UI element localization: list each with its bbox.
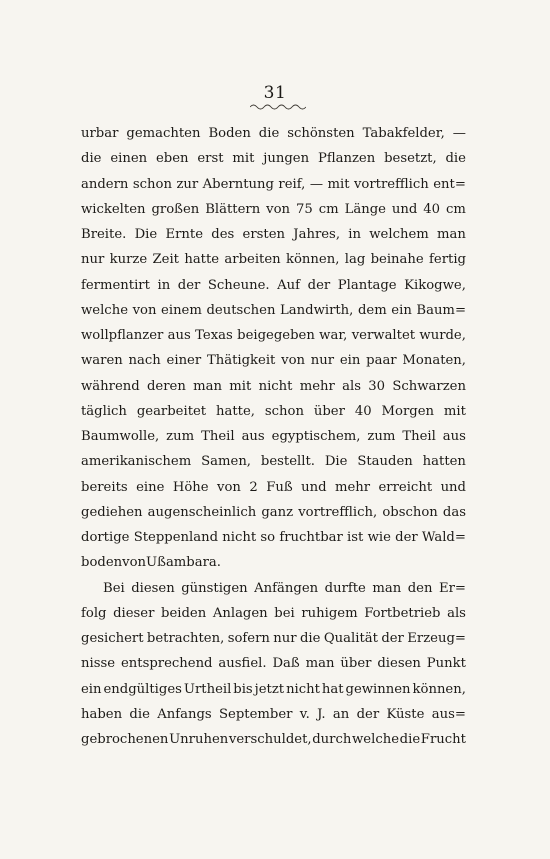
text-line: wollpflanzer aus Texas beigegeben war, verwaltet wurde,	[81, 328, 466, 343]
text-line: wickelten großen Blättern von 75 cm Länge und 40 cm	[81, 201, 466, 217]
text-line: Bei diesen günstigen Anfängen durfte man den Er=	[103, 580, 466, 596]
text-line: urbar gemachten Boden die schönsten Tabakfelder, —	[81, 126, 466, 141]
text-line: Breite. Die Ernte des ersten Jahres, in welchem man	[81, 227, 466, 242]
text-line: gesichert betrachten, sofern nur die Qualität der Erzeug=	[81, 631, 466, 646]
text-line: fermentirt in der Scheune. Auf der Plantage Kikogwe,	[81, 277, 466, 293]
page-number-ornament	[250, 103, 306, 111]
text-line: haben die Anfangs September v. J. an der Küste aus=	[81, 706, 466, 722]
text-line: während deren man mit nicht mehr als 30 Schwarzen	[81, 378, 466, 394]
text-line: folg dieser beiden Anlagen bei ruhigem Fortbetrieb als	[81, 605, 466, 621]
text-line: amerikanischem Samen, bestellt. Die Stauden hatten	[81, 454, 466, 470]
text-line: ein endgültiges Urtheil bis jetzt nicht hat gewinnen können,	[81, 681, 466, 697]
text-line: Baumwolle, zum Theil aus egyptischem, zum Theil aus	[81, 429, 466, 444]
body-text	[81, 126, 466, 757]
page-number: 31	[263, 83, 287, 103]
text-line: boden von Ußambara.	[81, 555, 221, 571]
text-line: gebrochenen Unruhen verschuldet, durch welche die Frucht	[81, 732, 466, 747]
text-line: gediehen augenscheinlich ganz vortrefflich, obschon das	[81, 504, 466, 520]
text-line: die einen eben erst mit jungen Pflanzen besetzt, die	[81, 151, 466, 167]
text-line: bereits eine Höhe von 2 Fuß und mehr erreicht und	[81, 479, 466, 495]
text-line: nur kurze Zeit hatte arbeiten können, lag beinahe fertig	[81, 252, 466, 268]
text-line: dortige Steppenland nicht so fruchtbar ist wie der Wald=	[81, 530, 466, 545]
text-line: nisse entsprechend ausfiel. Daß man über diesen Punkt	[81, 656, 466, 672]
text-line: waren nach einer Thätigkeit von nur ein paar Monaten,	[81, 353, 466, 369]
text-line: welche von einem deutschen Landwirth, dem ein Baum=	[81, 302, 466, 318]
text-line: täglich gearbeitet hatte, schon über 40 Morgen mit	[81, 403, 466, 419]
text-line: andern schon zur Aberntung reif, — mit vortrefflich ent=	[81, 176, 466, 192]
